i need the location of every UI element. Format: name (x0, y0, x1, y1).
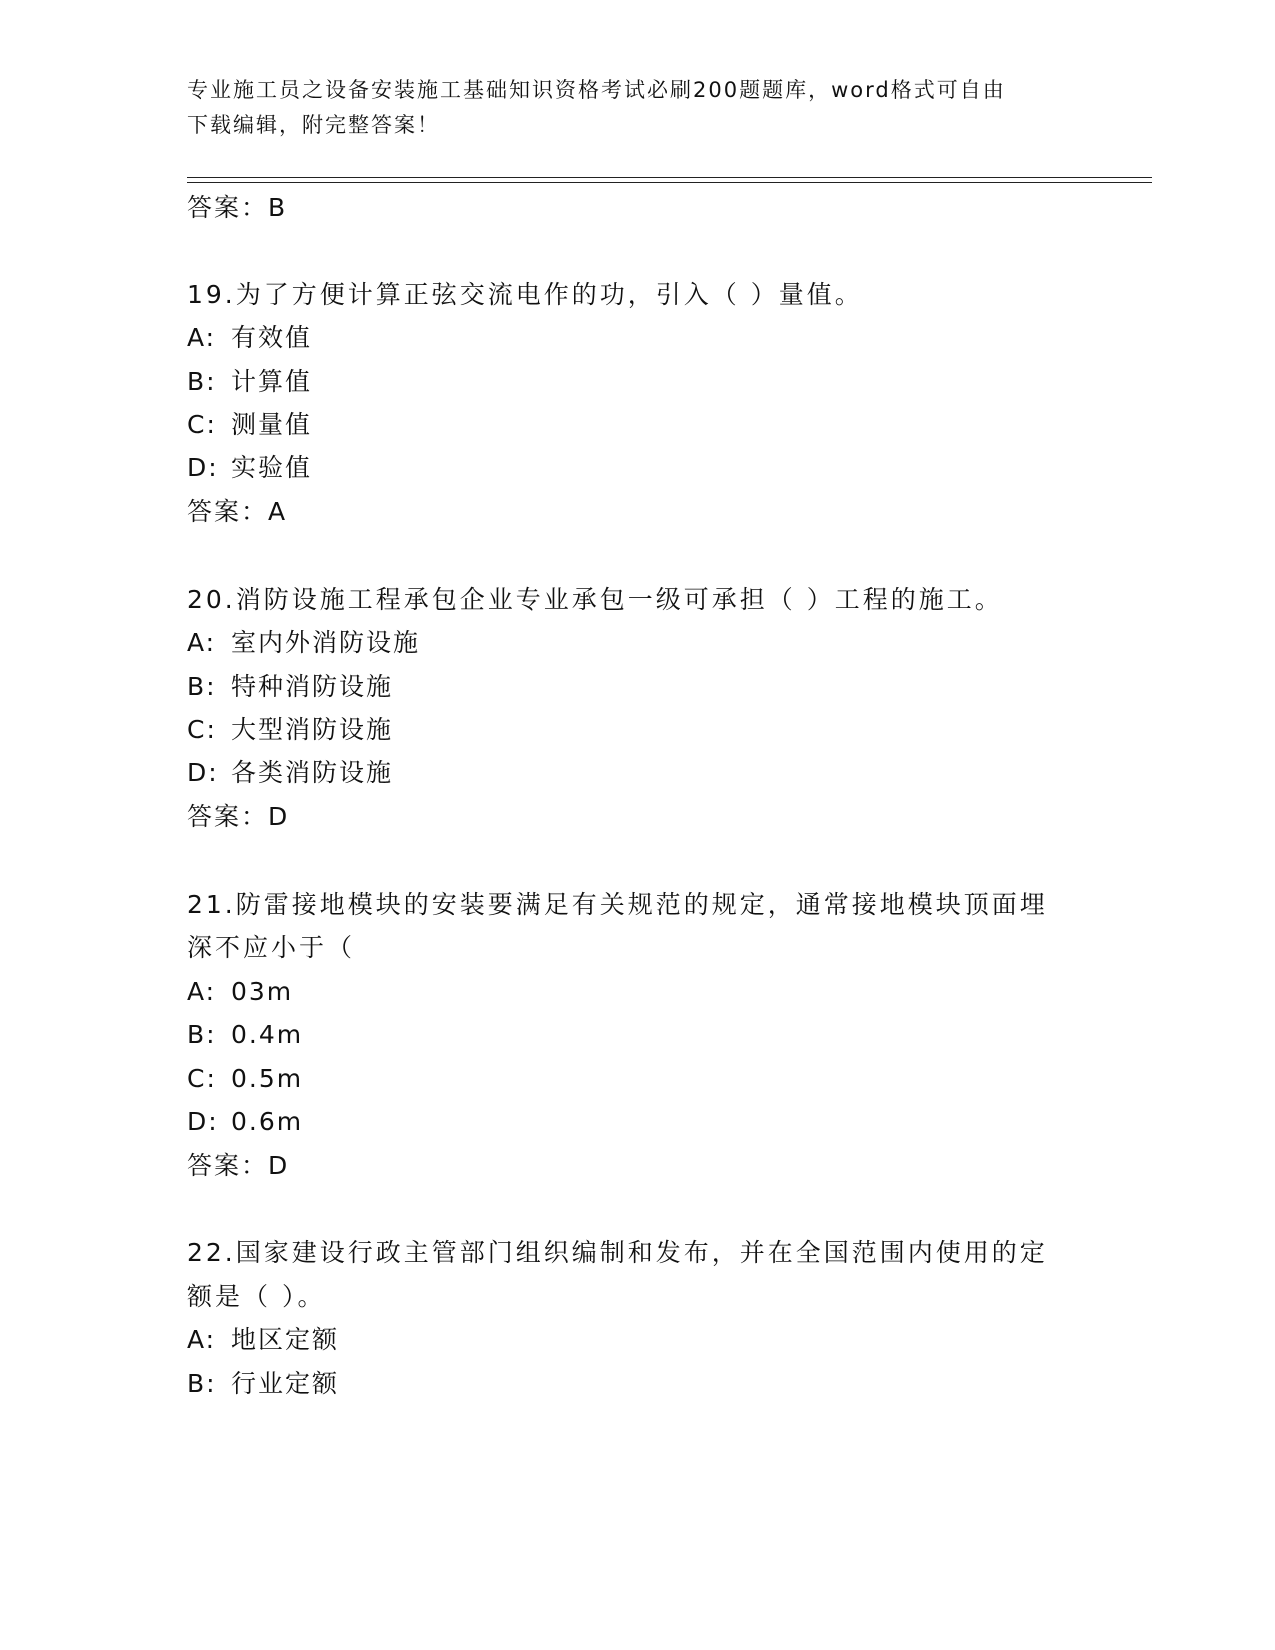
option-label: D: (187, 453, 219, 482)
option-label: A: (187, 1325, 217, 1354)
option-text: 实验值 (231, 453, 313, 482)
question-19-option-c (187, 410, 312, 440)
option-label: B: (187, 367, 217, 396)
question-20-option-b (187, 672, 393, 702)
question-19-text: 19.为了方便计算正弦交流电作的功，引入（ ）量值。 (187, 280, 863, 309)
option-label: D: (187, 758, 219, 787)
question-19-option-b (187, 367, 312, 397)
option-text: 0.6m (231, 1107, 304, 1136)
question-22-text-line-2: 额是（ ）。 (187, 1282, 326, 1311)
option-text: 有效值 (231, 323, 313, 352)
question-22-option-b (187, 1369, 339, 1399)
option-label: A: (187, 628, 217, 657)
option-text: 03m (231, 977, 294, 1006)
header-divider-bottom (187, 182, 1152, 183)
option-text: 特种消防设施 (231, 672, 394, 701)
question-20-answer: 答案：D (187, 802, 290, 831)
option-label: A: (187, 323, 217, 352)
header-line-2: 下载编辑，附完整答案！ (187, 113, 440, 137)
option-text: 大型消防设施 (231, 715, 394, 744)
question-21-option-b (187, 1020, 303, 1050)
question-21-text-line-2: 深不应小于（ (187, 933, 356, 962)
question-22-text-line-1: 22.国家建设行政主管部门组织编制和发布，并在全国范围内使用的定 (187, 1238, 1048, 1267)
option-label: C: (187, 1064, 217, 1093)
option-label: C: (187, 715, 217, 744)
option-text: 行业定额 (231, 1369, 340, 1398)
question-20-option-d (187, 758, 393, 788)
option-label: D: (187, 1107, 219, 1136)
question-20-text: 20.消防设施工程承包企业专业承包一级可承担（ ）工程的施工。 (187, 585, 1003, 614)
question-21-text-line-1: 21.防雷接地模块的安装要满足有关规范的规定，通常接地模块顶面埋 (187, 890, 1048, 919)
option-text: 地区定额 (231, 1325, 340, 1354)
option-label: B: (187, 672, 217, 701)
option-text: 计算值 (231, 367, 313, 396)
option-text: 各类消防设施 (231, 758, 394, 787)
option-label: B: (187, 1020, 217, 1049)
header-divider-top (187, 177, 1152, 178)
question-19-option-a (187, 323, 312, 353)
question-19-answer: 答案：A (187, 497, 288, 526)
question-21-option-d (187, 1107, 303, 1137)
option-text: 0.5m (231, 1064, 304, 1093)
option-label: C: (187, 410, 217, 439)
previous-answer: 答案：B (187, 193, 288, 222)
option-text: 0.4m (231, 1020, 304, 1049)
question-20-option-a (187, 628, 420, 658)
option-text: 室内外消防设施 (231, 628, 421, 657)
header-line-1: 专业施工员之设备安装施工基础知识资格考试必刷200题题库，word格式可自由 (187, 78, 1006, 102)
question-21-option-a (187, 977, 293, 1007)
question-22-option-a (187, 1325, 339, 1355)
question-21-answer: 答案：D (187, 1151, 290, 1180)
option-label: B: (187, 1369, 217, 1398)
option-label: A: (187, 977, 217, 1006)
document-header (187, 73, 1087, 143)
question-21-option-c (187, 1064, 303, 1094)
question-19-option-d (187, 453, 312, 483)
option-text: 测量值 (231, 410, 313, 439)
question-20-option-c (187, 715, 393, 745)
